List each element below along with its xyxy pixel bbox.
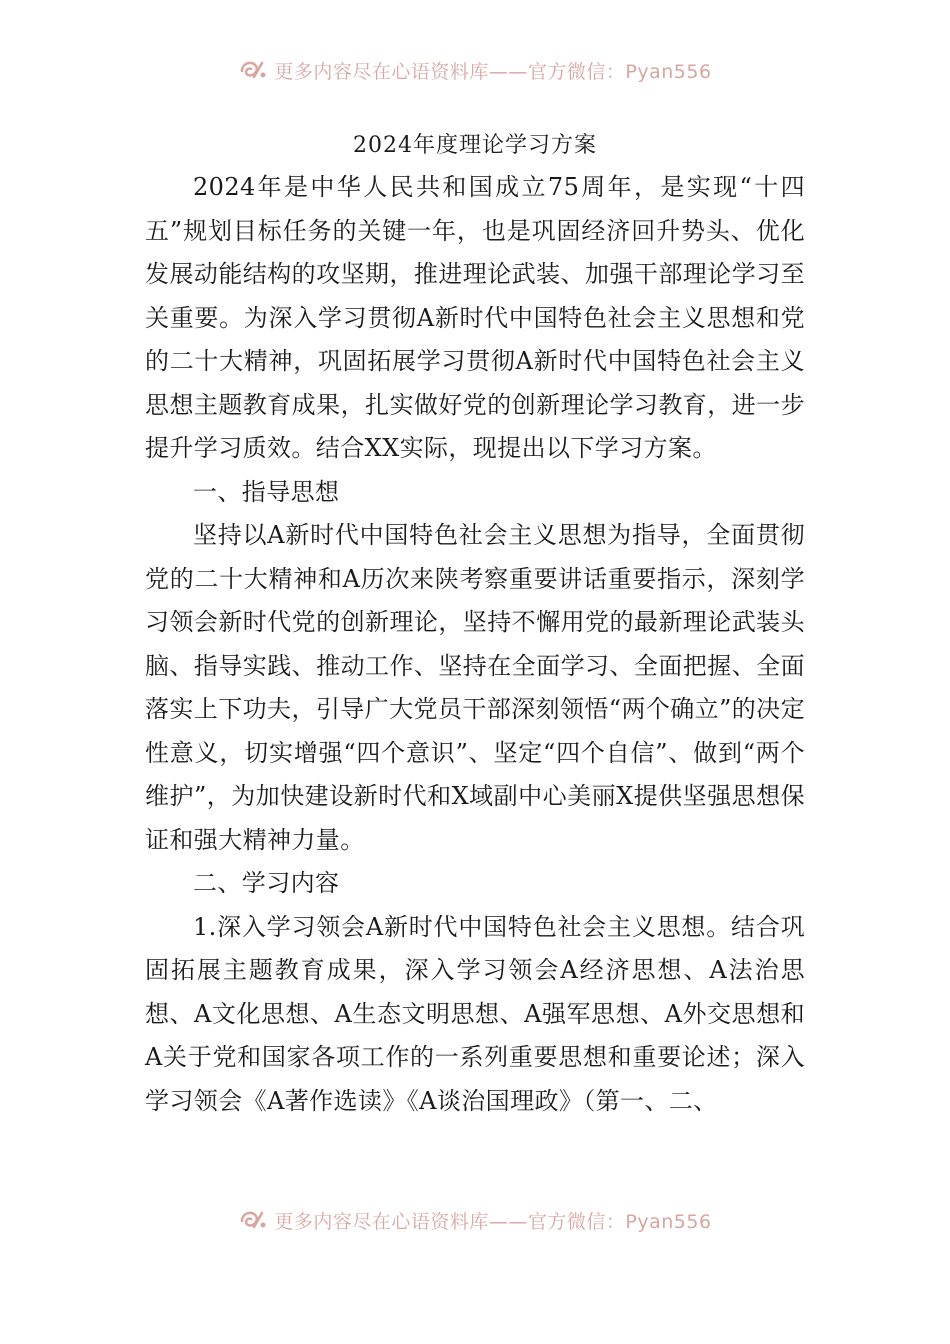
document-body [145,126,805,1123]
intro-paragraph: 2024年是中华人民共和国成立75周年，是实现“十四五”规划目标任务的关键一年，也是巩固经济回升势头、优化发展动能结构的攻坚期，推进理论武装、加强干部理论学习至关重要。为深入学习贯彻A新时代中国特色社会主义思想和党的二十大精神，巩固拓展学习贯彻A新时代中国特色社会主义思想主题教育成果，扎实做好党的创新理论学习教育，进一步提升学习质效。结合XX实际，现提出以下学习方案。 [145,173,805,462]
header-watermark [0,52,950,88]
guiding-ideology-paragraph: 坚持以A新时代中国特色社会主义思想为指导，全面贯彻党的二十大精神和A历次来陕考察重要讲话重要指示，深刻学习领会新时代党的创新理论，坚持不懈用党的最新理论武装头脑、指导实践、推动工作、坚持在全面学习、全面把握、全面落实上下功夫，引导广大党员干部深刻领悟“两个确立”的决定性意义，切实增强“四个意识”、坚定“四个自信”、做到“两个维护”，为加快建设新时代和X域副中心美丽X提供坚强思想保证和强大精神力量。 [145,521,805,854]
document-title: 2024年度理论学习方案 [353,133,597,158]
section-heading-study-content: 二、学习内容 [193,869,340,897]
section-heading-guiding-ideology: 一、指导思想 [193,477,340,506]
brand-logo-icon [238,1207,268,1233]
footer-watermark [0,1202,950,1238]
study-content-item-1: 1.深入学习领会A新时代中国特色社会主义思想。结合巩固拓展主题教育成果，深入学习领会A经济思想、A法治思想、A文化思想、A生态文明思想、A强军思想、A外交思想和A关于党和国家各项工作的一系列重要思想和重要论述；深入学习领会《A著作选读》《A谈治国理政》（第一、二、 [145,912,805,1115]
brand-logo-icon [238,57,268,83]
watermark-text: 更多内容尽在心语资料库——官方微信：Pyan556 [274,1210,712,1233]
watermark-text: 更多内容尽在心语资料库——官方微信：Pyan556 [274,60,712,83]
